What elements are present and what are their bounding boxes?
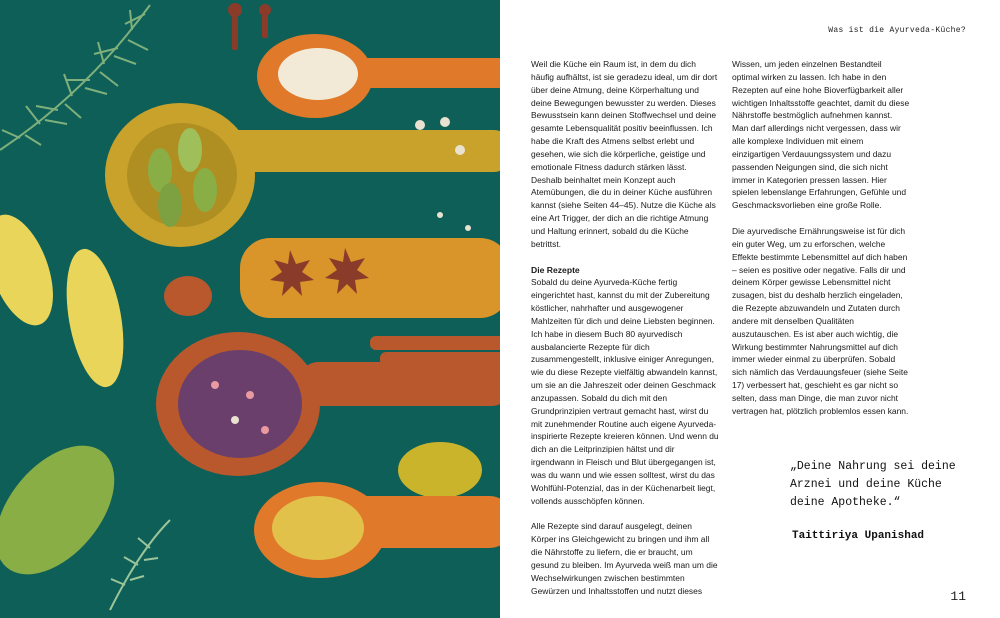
right-text-column xyxy=(732,58,910,430)
pull-quote: „Deine Nahrung sei deine Arznei und deine Küche deine Apotheke.“ xyxy=(790,460,956,510)
body-paragraph: Alle Rezepte sind darauf ausgelegt, deinen Körper ins Gleichgewicht zu bringen und ihm all die Nährstoffe zu liefern, die er braucht, um gesund zu bleiben. Im Ayurveda weiß man um die Wechselwirkungen zwischen bestimmten Gewürzen und Inhaltsstoffen und nutzt dieses xyxy=(531,521,718,596)
olive-icon xyxy=(398,442,482,498)
clove-icon xyxy=(228,3,271,50)
bay-leaf-icon xyxy=(0,206,138,596)
herb-sprig-icon xyxy=(110,520,170,610)
quote-author: Taittiriya Upanishad xyxy=(792,530,925,542)
body-paragraph: Weil die Küche ein Raum ist, in dem du dich häufig aufhältst, ist sie geradezu ideal, um dir dort über deine Atmung, deine Körperhaltung und deine Bewegungen bewusster zu werden. Dieses Bewusstsein kann deinen Stoffwechsel und deine gesamte Lebensqualität positiv beeinflussen. Ich habe die Kraft des Atmens selbst erlebt und gesehen, wie sich die körperliche, geistige und emotionale Fitness dadurch stärken lässt. Deshalb beinhaltet mein Konzept auch Atemübungen, die du in deiner Küche ausführen kannst (siehe Seiten 44–45). Nutze die Küche als eine Art Trigger, der dich an die richtige Atmung und Haltung erinnert, sobald du die Küche betrittst. xyxy=(531,59,718,249)
body-paragraph: Wissen, um jeden einzelnen Bestandteil optimal wirken zu lassen. Ich habe in den Rezepten auf eine hohe Bioverfügbarkeit aller wichtigen Inhaltsstoffe geachtet, damit du diese Nährstoffe bestmöglich aufnehmen kannst. Man darf allerdings nicht vergessen, dass wir alle komplexe Individuen mit einem einzigartigen Verdauungssystem und dazu passenden Neigungen sind, die sich nicht immer in Kategorien pressen lassen. Hier spielen lebenslange Erfahrungen, Gefühle und Geschmacksvorlieben eine große Rolle. xyxy=(732,59,910,211)
ochre-spoon-icon xyxy=(240,238,500,318)
section-heading: Die Rezepte xyxy=(531,264,580,275)
body-paragraph: Die ayurvedische Ernährungsweise ist für dich ein guter Weg, um zu erforschen, welche Effekte bestimmte Lebensmittel auf dich haben – seien es positive oder negative. Falls dir und deinem Körper gewisse Lebensmittel nicht zusagen, bist du deshalb herzlich eingeladen, die Rezepte abzuwandeln und Zutaten durch andere mit denselben Qualitäten auszutauschen. Es ist aber auch wichtig, die Wirkung bestimmter Nahrungsmittel auf dich immer wieder einmal zu überprüfen. Sobald sich nämlich das Verdauungsfeuer (siehe Seite 17) verbessert hat, geschieht es gar nicht so selten, dass man Dinge, die man zuvor nicht vertragen hat, plötzlich problemlos essen kann. xyxy=(732,225,909,416)
nutmeg-icon xyxy=(164,276,212,316)
left-text-column xyxy=(531,58,719,610)
running-head: Was ist die Ayurveda-Küche? xyxy=(828,26,966,35)
page-number: 11 xyxy=(950,589,966,604)
body-paragraph: Sobald du deine Ayurveda-Küche fertig eingerichtet hast, kannst du mit der Zubereitung köstlicher, nahrhafter und ausgewogener Mahlzeiten für dich und deine Liebsten beginnen. Ich habe in diesem Buch 80 ayurvedisch ausbalancierte Rezepte für dich zusammengestellt, inklusive einiger Anregungen, wie du diese Rezepte vielfältig abwandeln kannst, um sie an die Jahreszeit oder deinen Geschmack anzupassen. Sobald du dich mit den Grundprinzipien vertraut gemacht hast, wirst du mit zunehmender Routine auch eigene Ayurveda-inspirierte Rezepte kreieren können. Und wenn du dich an die Leitprinzipien hältst und dir irgendwann in Fleisch und Blut übergegangen ist, was du wann und wie essen solltest, wirst du das Wohlfühl-Potenzial, das in der Küchenarbeit liegt, vollends ausschöpfen können. xyxy=(531,277,719,506)
orange-spoon-icon xyxy=(257,34,500,118)
cinnamon-stick-icon xyxy=(370,336,500,366)
bottom-spoon-icon xyxy=(254,482,500,578)
